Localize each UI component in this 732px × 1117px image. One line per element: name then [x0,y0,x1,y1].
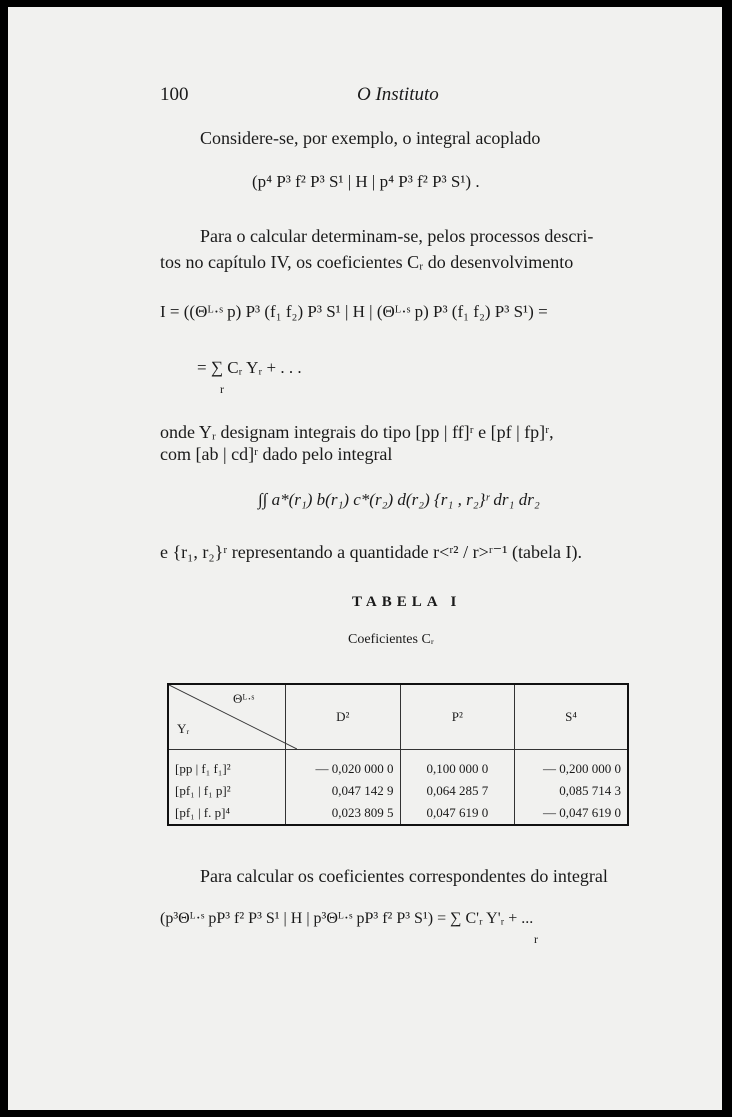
theta-label: Θᴸ·ˢ [233,691,255,706]
table-subtitle: Coeficientes Cᵣ [348,632,435,647]
table-row [168,750,628,781]
column-header: P² [400,684,515,750]
row-label: [pf₁ | f. p]⁴ [168,802,285,825]
sum-index: r [220,382,224,396]
table-cell: 0,100 000 0 [400,750,515,781]
table-header-row [168,684,628,750]
table-cell: — 0,020 000 0 [285,750,400,781]
column-header: D² [285,684,400,750]
table-cell: — 0,047 619 0 [515,802,628,825]
sum-expansion-equation: = ∑ Cᵣ Yᵣ + . . . [197,358,302,377]
table-row [168,780,628,802]
table-title: TABELA I [352,594,462,610]
corner-header-cell [168,684,285,750]
table-cell: 0,064 285 7 [400,780,515,802]
coupled-integral-equation: (p⁴ P³ f² P³ S¹ | H | p⁴ P³ f² P³ S¹) . [252,172,480,191]
page-number: 100 [160,84,189,105]
paragraph-5: Para calcular os coeficientes correspondentes do integral [200,866,608,886]
column-header: S⁴ [515,684,628,750]
coefficients-table [167,683,629,826]
row-label: [pp | f₁ f₁]² [168,750,285,781]
table-cell: — 0,200 000 0 [515,750,628,781]
table-cell: 0,085 714 3 [515,780,628,802]
intro-paragraph: Considere-se, por exemplo, o integral acoplado [200,128,541,148]
paragraph-3-line-2: com [ab | cd]ʳ dado pelo integral [160,444,393,464]
double-integral-equation: ∫∫ a*(r₁) b(r₁) c*(r₂) d(r₂) {r₁ , r₂}ʳ dr₁ dr₂ [258,490,540,509]
paragraph-2-line-1: Para o calcular determinam-se, pelos processos descri- [200,226,594,246]
table-cell: 0,047 142 9 [285,780,400,802]
row-label: [pf₁ | f₁ p]² [168,780,285,802]
running-title: O Instituto [357,84,439,105]
final-equation: (p³Θᴸ·ˢ pP³ f² P³ S¹ | H | p³Θᴸ·ˢ pP³ f² P³ S¹) = ∑ C'ᵣ Y'ᵣ + ... [160,910,534,927]
yr-label: Yᵣ [177,721,190,736]
sum-index-2: r [534,932,538,946]
table-cell: 0,023 809 5 [285,802,400,825]
paragraph-3-line-1: onde Yᵣ designam integrais do tipo [pp | ff]ʳ e [pf | fp]ʳ, [160,422,554,442]
table-row [168,802,628,825]
paragraph-2-line-2: tos no capítulo IV, os coeficientes Cᵣ do desenvolvimento [160,252,574,272]
table-cell: 0,047 619 0 [400,802,515,825]
paragraph-4: e {r₁, r₂}ʳ representando a quantidade r<ʳ² / r>ʳ⁻¹ (tabela I). [160,542,582,562]
integral-I-equation: I = ((Θᴸ·ˢ p) P³ (f₁ f₂) P³ S¹ | H | (Θᴸ·ˢ p) P³ (f₁ f₂) P³ S¹) = [160,302,548,321]
